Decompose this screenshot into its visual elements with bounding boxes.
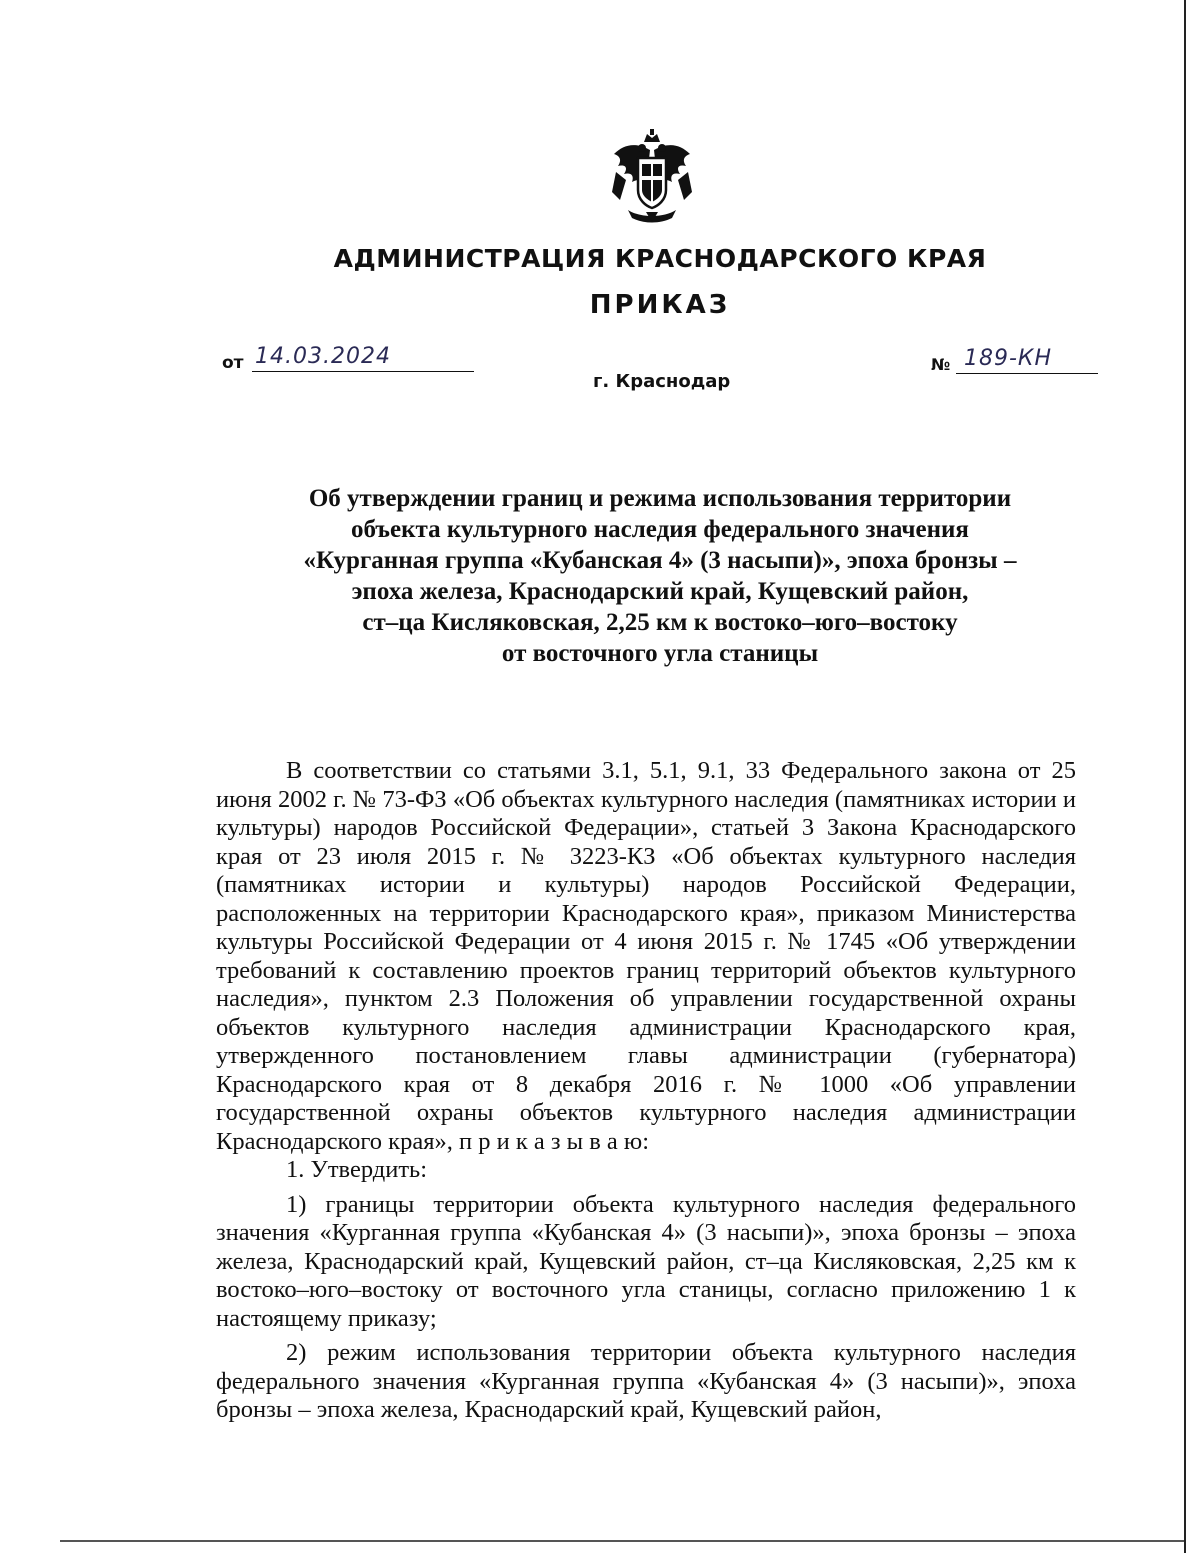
order-item: 1. Утвердить: [286, 1156, 428, 1183]
organization-title: АДМИНИСТРАЦИЯ КРАСНОДАРСКОГО КРАЯ [333, 244, 987, 273]
date-label: от [222, 353, 244, 373]
document-type: ПРИКАЗ [589, 290, 731, 320]
date-value: 14.03.2024 [255, 344, 391, 369]
document-body [216, 757, 1076, 1425]
subject-line: «Курганная группа «Кубанская 4» (3 насыпи)», эпоха бронзы – [303, 547, 1017, 574]
city: г. Краснодар [593, 371, 731, 392]
subject-line: от восточного угла станицы [501, 640, 819, 667]
preamble-paragraph: В соответствии со статьями 3.1, 5.1, 9.1, 33 Федерального закона от 25 июня 2002 г. № 73-ФЗ «Об объектах культурного наследия (памятниках истории и культуры) народов Российской Федерации», статьей 3 Закона Краснодарского края от 23 июля 2015 г. № 3223-КЗ «Об объектах культурного наследия (памятниках истории и культуры) народов Российской Федерации, расположенных на территории Краснодарского края», приказом Министерства культуры Российской Федерации от 4 июня 2015 г. № 1745 «Об утверждении требований к составлению проектов границ территорий объектов культурного наследия», пунктом 2.3 Положения об управлении государственной охраны объектов культурного наследия администрации Краснодарского края, утвержденного постановлением главы администрации (губернатора) Краснодарского края от 8 декабря 2016 г. № 1000 «Об управлении государственной охраны объектов культурного наследия администрации Краснодарского края», п р и к а з ы в а ю: [216, 757, 1076, 1155]
document-subject [200, 483, 1120, 669]
order-subitem: 2) режим использования территории объекта культурного наследия федерального значения «Курганная группа «Кубанская 4» (3 насыпи)», эпоха бронзы – эпоха железа, Краснодарский край, Кущевский район, [216, 1339, 1076, 1423]
number-label: № [931, 355, 951, 374]
subject-line: объекта культурного наследия федерального значения [351, 516, 969, 543]
order-subitem: 1) границы территории объекта культурного наследия федерального значения «Курганная группа «Кубанская 4» (3 насыпи)», эпоха бронзы – эпоха железа, Краснодарский край, Кущевский район, ст–ца Кисляковская, 2,25 км к востоко–юго–востоку от восточного угла станицы, согласно приложению 1 к настоящему приказу; [216, 1190, 1076, 1332]
subject-line: Об утверждении границ и режима использования территории [308, 485, 1012, 512]
number-value: 189-КН [964, 346, 1053, 371]
scan-edge-right [1184, 0, 1186, 1553]
scan-edge-bottom [60, 1540, 1184, 1542]
coat-of-arms-icon [606, 128, 698, 224]
subject-line: эпоха железа, Краснодарский край, Кущевский район, [351, 578, 969, 605]
subject-line: ст–ца Кисляковская, 2,25 км к востоко–юго–востоку [362, 609, 958, 636]
number-underline [956, 373, 1098, 374]
date-underline [252, 371, 474, 372]
